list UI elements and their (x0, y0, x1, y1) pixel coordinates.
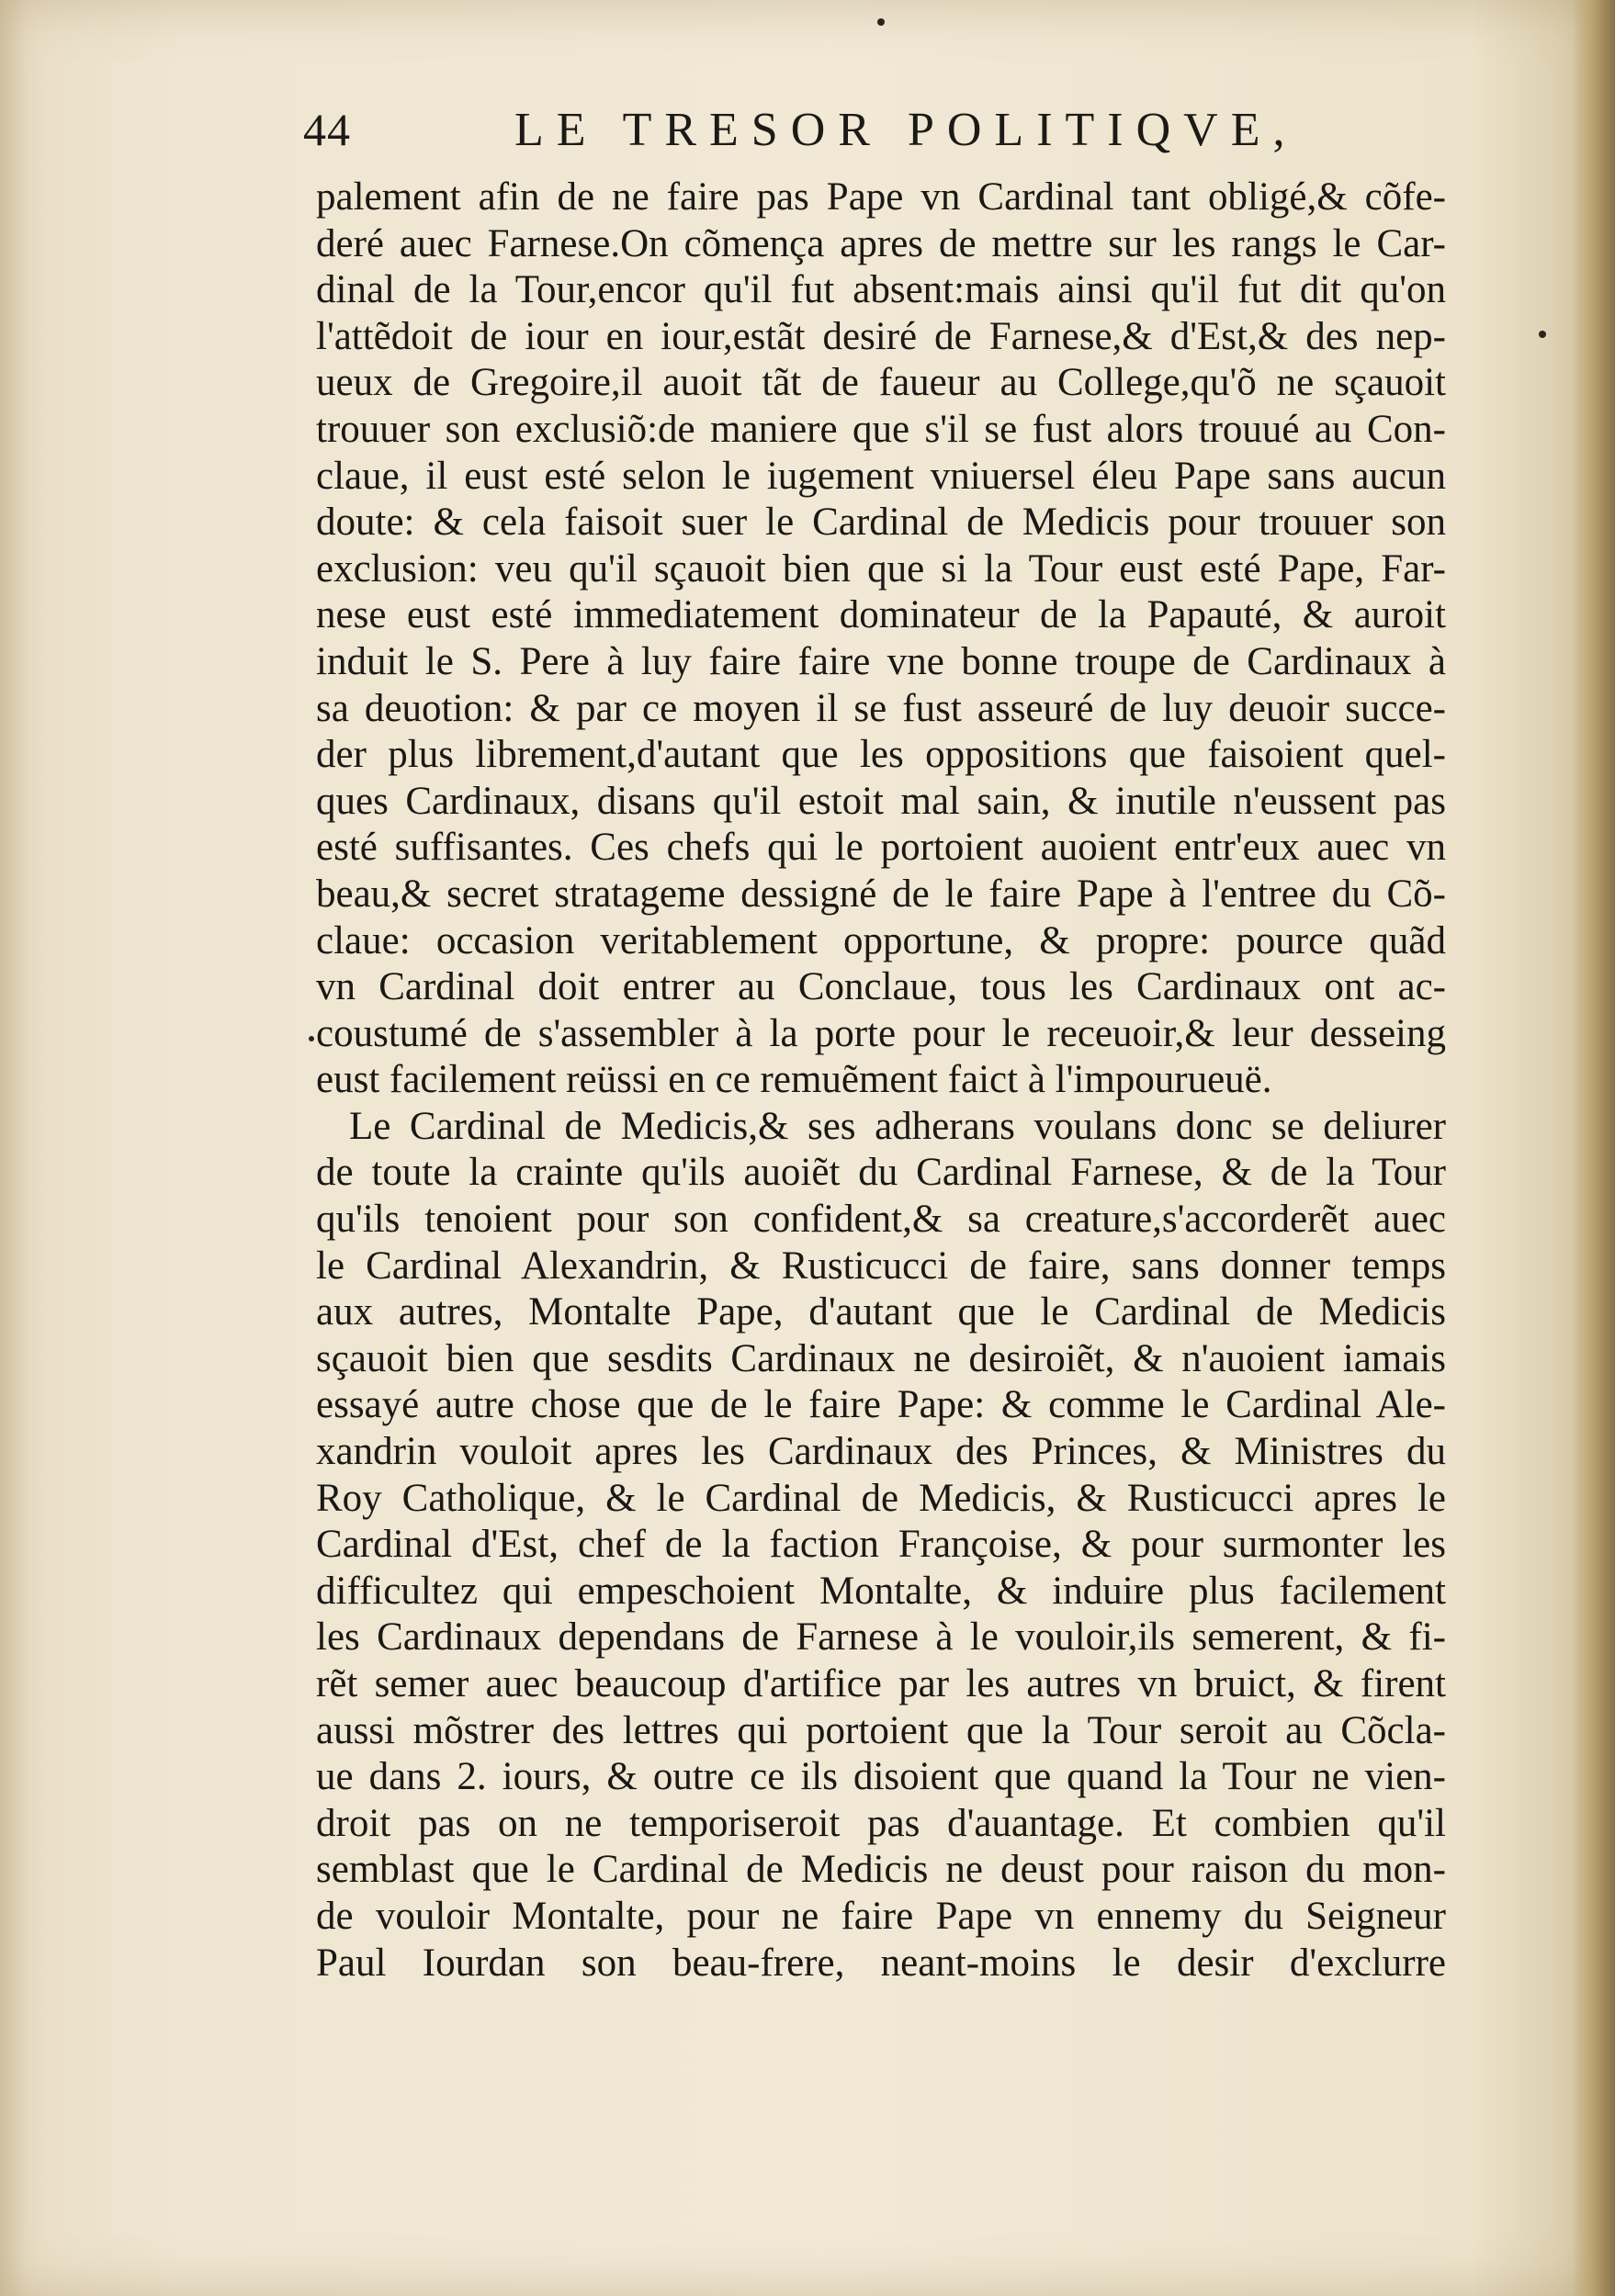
text-line: ueux de Gregoire,il auoit tãt de faueur au College,qu'õ ne sçauoit (316, 361, 1446, 405)
text-line: Paul Iourdan son beau-frere, neant-moins le desir d'exclurre (316, 1941, 1446, 1985)
text-line: claue, il eust esté selon le iugement vniuersel éleu Pape sans aucun (316, 454, 1446, 498)
body-text (316, 174, 1446, 1986)
text-line: le Cardinal Alexandrin, & Rusticucci de faire, sans donner temps (316, 1244, 1446, 1288)
page-binding-edge (1573, 0, 1615, 2296)
text-line: sçauoit bien que sesdits Cardinaux ne desiroiẽt, & n'auoient iamais (316, 1336, 1446, 1380)
running-title: LE TRESOR POLITIQVE, (514, 104, 1298, 156)
text-line: essayé autre chose que de le faire Pape: & comme le Cardinal Ale- (316, 1383, 1446, 1427)
text-line: de vouloir Montalte, pour ne faire Pape vn ennemy du Seigneur (316, 1894, 1446, 1938)
text-line: droit pas on ne temporiseroit pas d'auantage. Et combien qu'il (316, 1801, 1446, 1845)
text-line: doute: & cela faisoit suer le Cardinal de Medicis pour trouuer son (316, 501, 1446, 545)
text-line: Roy Catholique, & le Cardinal de Medicis, & Rusticucci apres le (316, 1476, 1446, 1520)
ink-speck (1539, 331, 1546, 338)
text-line: Cardinal d'Est, chef de la faction Françoise, & pour surmonter les (316, 1523, 1446, 1567)
text-line: ue dans 2. iours, & outre ce ils disoient que quand la Tour ne vien- (316, 1755, 1446, 1799)
text-line: rẽt semer auec beaucoup d'artifice par les autres vn bruict, & firent (316, 1662, 1446, 1705)
text-line: de toute la crainte qu'ils auoiẽt du Cardinal Farnese, & de la Tour (316, 1151, 1446, 1195)
text-line: coustumé de s'assembler à la porte pour le receuoir,& leur desseing (316, 1011, 1446, 1055)
text-line: semblast que le Cardinal de Medicis ne deust pour raison du mon- (316, 1848, 1446, 1892)
page-number: 44 (303, 104, 351, 155)
text-line: les Cardinaux dependans de Farnese à le vouloir,ils semerent, & fi- (316, 1615, 1446, 1660)
text-line: beau,& secret stratageme dessigné de le faire Pape à l'entree du Cõ- (316, 872, 1446, 916)
text-line: trouuer son exclusiõ:de maniere que s'il se fust alors trouué au Con- (316, 407, 1446, 451)
text-line: der plus librement,d'autant que les oppositions que faisoient quel- (316, 733, 1446, 777)
text-line: claue: occasion veritablement opportune, & propre: pource quãd (316, 918, 1446, 962)
text-line: sa deuotion: & par ce moyen il se fust asseuré de luy deuoir succe- (316, 686, 1446, 730)
text-line: eust facilement reüssi en ce remuẽment faict à l'impourueuë. (316, 1058, 1272, 1102)
text-line: l'attẽdoit de iour en iour,estãt desiré de Farnese,& d'Est,& des nep- (316, 314, 1446, 358)
text-line: Le Cardinal de Medicis,& ses adherans voulans donc se deliurer (349, 1104, 1446, 1148)
text-line: palement afin de ne faire pas Pape vn Cardinal tant obligé,& cõfe- (316, 175, 1446, 219)
text-line: difficultez qui empeschoient Montalte, & induire plus facilement (316, 1569, 1446, 1613)
text-line: xandrin vouloit apres les Cardinaux des Princes, & Ministres du (316, 1430, 1446, 1474)
text-line: deré auec Farnese.On cõmença apres de mettre sur les rangs le Car- (316, 221, 1446, 265)
ink-speck (309, 1036, 314, 1041)
text-line: qu'ils tenoient pour son confident,& sa creature,s'accorderẽt auec (316, 1198, 1446, 1242)
text-line: aux autres, Montalte Pape, d'autant que le Cardinal de Medicis (316, 1290, 1446, 1334)
text-line: esté suffisantes. Ces chefs qui le portoient auoient entr'eux auec vn (316, 826, 1446, 870)
page-header (303, 103, 1314, 167)
text-line: vn Cardinal doit entrer au Conclaue, tous les Cardinaux ont ac- (316, 965, 1446, 1009)
text-line: exclusion: veu qu'il sçauoit bien que si la Tour eust esté Pape, Far- (316, 546, 1446, 591)
text-line: dinal de la Tour,encor qu'il fut absent:mais ainsi qu'il fut dit qu'on (316, 268, 1446, 312)
text-line: aussi mõstrer des lettres qui portoient que la Tour seroit au Cõcla- (316, 1708, 1446, 1752)
text-line: induit le S. Pere à luy faire faire vne bonne troupe de Cardinaux à (316, 639, 1446, 683)
text-line: ques Cardinaux, disans qu'il estoit mal sain, & inutile n'eussent pas (316, 779, 1446, 823)
text-line: nese eust esté immediatement dominateur de la Papauté, & auroit (316, 593, 1446, 637)
ink-speck (877, 18, 885, 26)
